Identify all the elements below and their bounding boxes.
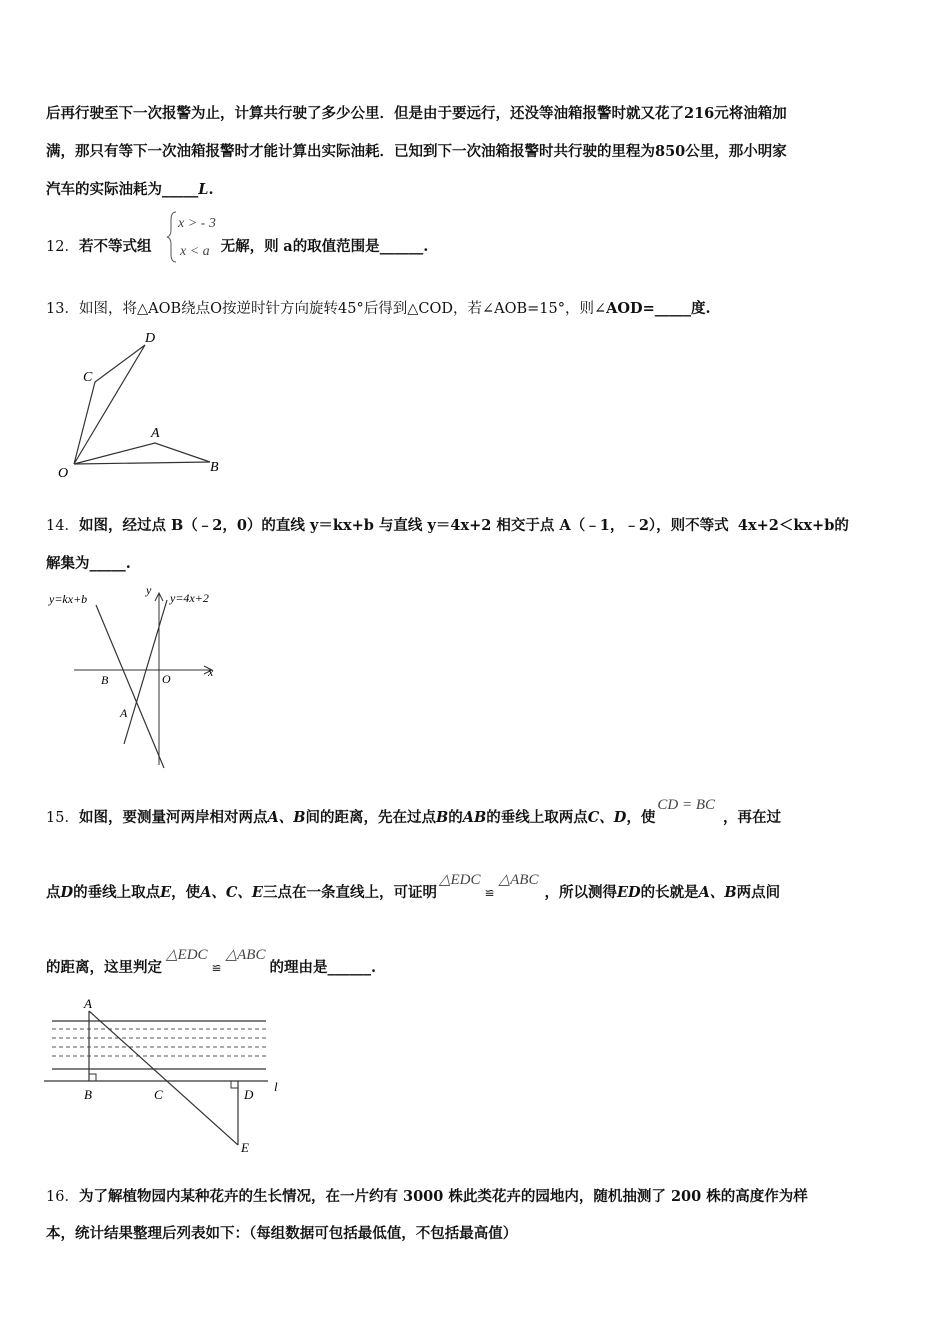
label-c: C — [83, 370, 93, 385]
label-x: x — [208, 665, 214, 679]
label-c: C — [154, 1087, 163, 1102]
q16-line-1: 16．为了解植物园内某种花卉的生长情况，在一片约有 3000 株此类花卉的园地内，随机抽测了 200 株的高度作为样 — [46, 1188, 808, 1205]
answer-blank: _____ — [162, 181, 199, 198]
q13-figure — [50, 325, 240, 485]
answer-blank: ______ — [379, 238, 424, 255]
label-a: A — [120, 706, 128, 720]
label-b: B — [101, 673, 109, 687]
q11-line-2: 满，那只有等下一次油箱报警时才能计算出实际油耗．已知到下一次油箱报警时共行驶的里程为850公里，那小明家 — [46, 143, 787, 160]
triangle-aob — [74, 443, 210, 464]
label-d: D — [244, 1087, 254, 1102]
label-y: y — [146, 583, 152, 597]
ineq-1: x > - 3 — [178, 216, 216, 231]
label-o: O — [58, 466, 69, 481]
q15-line-1: 15．如图，要测量河两岸相对两点A、B间的距离，先在过点B的AB的垂线上取两点C、D，使CD = BC，再在过 — [46, 797, 782, 826]
label-line2: y=4x+2 — [170, 591, 209, 605]
label-e: E — [241, 1140, 249, 1155]
label-o: O — [162, 672, 171, 686]
ineq-2: x < a — [180, 244, 210, 259]
answer-blank: ______ — [327, 959, 371, 976]
q11-line-3: 汽车的实际油耗为_____L. — [46, 181, 214, 198]
q11-line-1: 后再行驶至下一次报警为止，计算共行驶了多少公里．但是由于要远行，还没等油箱报警时就又花了216元将油箱加 — [46, 105, 787, 122]
label-b: B — [84, 1087, 92, 1102]
q12: 12．若不等式组 无解，则 a的取值范围是______. — [46, 238, 429, 255]
q15-line-2: 点D的垂线上取点E，使A、C、E三点在一条直线上，可证明△EDC≌△ABC，所以测得ED的长就是A、B两点间 — [46, 872, 781, 901]
q15-line-3: 的距离，这里判定△EDC≌△ABC的理由是______. — [46, 947, 377, 976]
label-l: l — [274, 1079, 278, 1094]
label-a: A — [151, 426, 160, 441]
label-line1: y=kx+b — [49, 592, 88, 606]
q13: 13．如图，将△AOB绕点O按逆时针方向旋转45°后得到△COD，若∠AOB=15°，则∠AOD=_____度. — [46, 300, 711, 317]
q14-line-2: 解集为_____. — [46, 555, 131, 572]
label-d: D — [145, 331, 156, 346]
answer-blank: _____ — [654, 300, 691, 317]
label-b: B — [210, 460, 219, 475]
q14-figure — [46, 580, 236, 770]
label-a: A — [84, 996, 92, 1011]
answer-blank: _____ — [89, 555, 126, 572]
triangle-cod — [74, 345, 145, 464]
equation-cd-bc: CD = BC — [657, 797, 716, 813]
q16-line-2: 本，统计结果整理后列表如下：（每组数据可包括最低值，不包括最高值） — [46, 1225, 518, 1242]
q15-figure — [44, 995, 294, 1160]
q14-line-1: 14．如图，经过点 B（﹣2，0）的直线 y＝kx+b 与直线 y＝4x+2 相交于点 A（﹣1，﹣2），则不等式 4x+2＜kx+b的 — [46, 517, 849, 534]
inequality-system — [166, 208, 230, 266]
